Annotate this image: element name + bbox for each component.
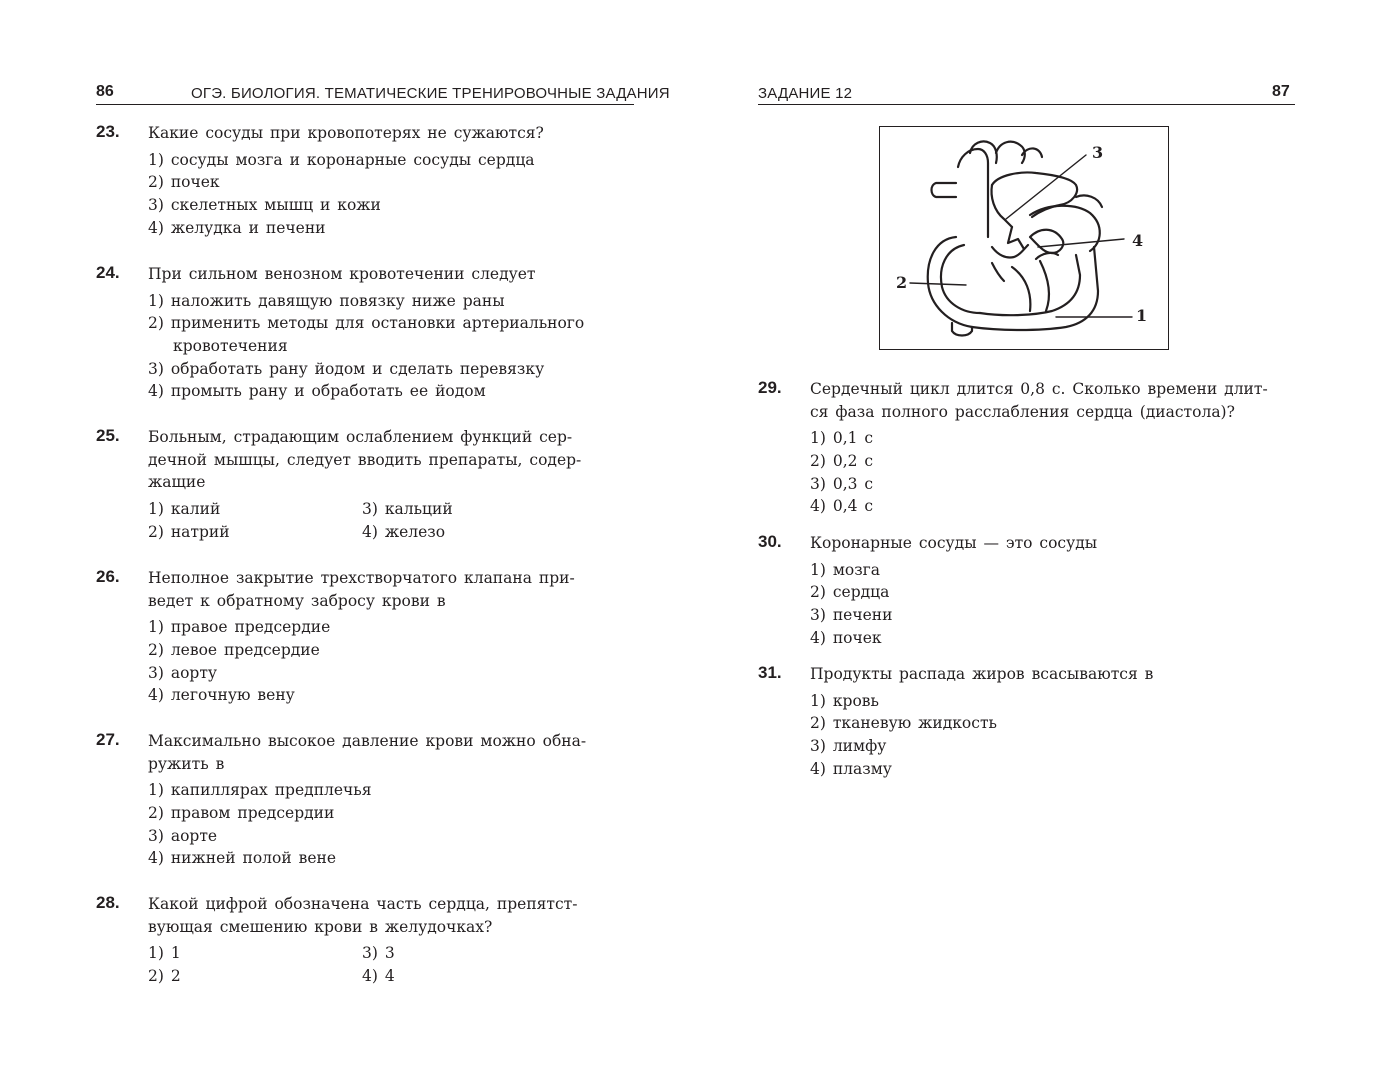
answer-options (148, 149, 634, 240)
answer-option: 3) лимфу (810, 737, 887, 756)
right-page (695, 0, 1391, 1080)
question-number: 26. (96, 567, 120, 586)
question-number: 27. (96, 730, 120, 749)
answer-option: 3) кальций (362, 500, 453, 519)
question-text (148, 263, 634, 286)
answer-options (148, 290, 634, 403)
question-line: Коронарные сосуды — это сосуды (810, 534, 1098, 552)
question-26 (96, 567, 634, 707)
question-line: жащие (148, 473, 206, 492)
question-line: При сильном венозном кровотечении следует (148, 265, 536, 283)
answer-option: 3) 3 (362, 944, 395, 963)
answer-option: 2) тканевую жидкость (810, 714, 997, 733)
answer-option: 1) 0,1 с (810, 429, 874, 448)
answer-option: 4) 0,4 с (810, 497, 874, 516)
answer-option: 4) желудка и печени (148, 218, 326, 237)
question-line: Больным, страдающим ослаблением функций сер- (148, 428, 573, 446)
question-text (148, 426, 634, 494)
question-line: ся фаза полного расслабления сердца (диастола)? (810, 402, 1235, 421)
question-text (148, 730, 634, 775)
answer-option: 2) правом предсердии (148, 804, 335, 823)
answer-option: 2) левое предсердие (148, 641, 320, 660)
question-27 (96, 730, 634, 870)
question-23 (96, 122, 634, 239)
figure-label-1: 1 (1136, 306, 1148, 325)
answer-option: 4) плазму (810, 759, 892, 778)
question-number: 30. (758, 532, 782, 551)
running-title: ЗАДАНИЕ 12 (758, 85, 853, 102)
page-number: 86 (96, 83, 114, 100)
header-rule (96, 104, 634, 105)
answer-option: 1) капиллярах предплечья (148, 781, 372, 800)
question-number: 24. (96, 263, 120, 282)
figure-label-2: 2 (896, 273, 908, 292)
answer-option: 1) мозга (810, 560, 881, 579)
answer-options (148, 942, 634, 987)
question-30 (758, 532, 1295, 649)
page-number: 87 (1272, 83, 1290, 100)
answer-option: 1) 1 (148, 944, 181, 963)
answer-option: 3) аорту (148, 663, 218, 682)
question-24 (96, 263, 634, 403)
question-29 (758, 378, 1295, 518)
answer-option: 3) 0,3 с (810, 474, 874, 493)
question-number: 28. (96, 893, 120, 912)
heart-diagram (879, 126, 1169, 350)
question-line: вующая смешению крови в желудочках? (148, 917, 493, 936)
question-number: 31. (758, 663, 782, 682)
question-line: Какие сосуды при кровопотерях не сужаются? (148, 124, 544, 142)
answer-options (148, 498, 634, 543)
answer-option: 3) обработать рану йодом и сделать перевязку (148, 359, 545, 378)
answer-option: 1) кровь (810, 691, 879, 710)
question-25 (96, 426, 634, 543)
question-line: Сердечный цикл длится 0,8 с. Сколько времени длит- (810, 380, 1268, 398)
answer-option: 2) сердца (810, 583, 890, 602)
answer-option: 4) железо (362, 522, 446, 541)
question-number: 23. (96, 122, 120, 141)
answer-option-continuation: кровотечения (173, 337, 288, 356)
figure-label-3: 3 (1092, 143, 1104, 162)
answer-option: 2) применить методы для остановки артериального (148, 314, 585, 333)
answer-options (148, 616, 634, 707)
answer-options (148, 779, 634, 870)
answer-option: 3) скелетных мышц и кожи (148, 196, 381, 215)
answer-option: 4) легочную вену (148, 686, 295, 705)
answer-option: 1) сосуды мозга и коронарные сосуды сердца (148, 150, 535, 169)
question-text (810, 663, 1295, 686)
answer-option: 2) 2 (148, 967, 181, 986)
answer-option: 2) почек (148, 173, 220, 192)
question-text (148, 122, 634, 145)
answer-option: 4) промыть рану и обработать ее йодом (148, 382, 486, 401)
question-line: ружить в (148, 754, 225, 773)
question-line: ведет к обратному забросу крови в (148, 591, 446, 610)
answer-option: 1) наложить давящую повязку ниже раны (148, 291, 505, 310)
answer-option: 4) почек (810, 628, 882, 647)
answer-option: 1) правое предсердие (148, 618, 331, 637)
question-line: Неполное закрытие трехстворчатого клапана при- (148, 569, 575, 587)
running-title: ОГЭ. БИОЛОГИЯ. ТЕМАТИЧЕСКИЕ ТРЕНИРОВОЧНЫЕ ЗАДАНИЯ (191, 85, 670, 102)
answer-option: 3) печени (810, 606, 893, 625)
question-line: Максимально высокое давление крови можно обна- (148, 732, 587, 750)
question-line: Какой цифрой обозначена часть сердца, препятст- (148, 895, 578, 913)
answer-options (810, 559, 1295, 650)
figure-label-4: 4 (1132, 231, 1144, 250)
question-text (148, 567, 634, 612)
answer-option: 4) 4 (362, 967, 395, 986)
header-rule (758, 104, 1295, 105)
answer-options (810, 690, 1295, 781)
question-line: дечной мышцы, следует вводить препараты, содер- (148, 450, 582, 469)
left-page (0, 0, 695, 1080)
question-28 (96, 893, 634, 988)
answer-option: 4) нижней полой вене (148, 849, 337, 868)
question-text (810, 532, 1295, 555)
answer-option: 2) 0,2 с (810, 452, 874, 471)
question-number: 29. (758, 378, 782, 397)
question-text (810, 378, 1295, 423)
question-line: Продукты распада жиров всасываются в (810, 665, 1154, 683)
answer-options (810, 427, 1295, 518)
answer-option: 2) натрий (148, 522, 230, 541)
answer-option: 3) аорте (148, 826, 218, 845)
question-text (148, 893, 634, 938)
heart-illustration (880, 127, 1170, 351)
question-number: 25. (96, 426, 120, 445)
answer-option: 1) калий (148, 500, 221, 519)
question-31 (758, 663, 1295, 780)
